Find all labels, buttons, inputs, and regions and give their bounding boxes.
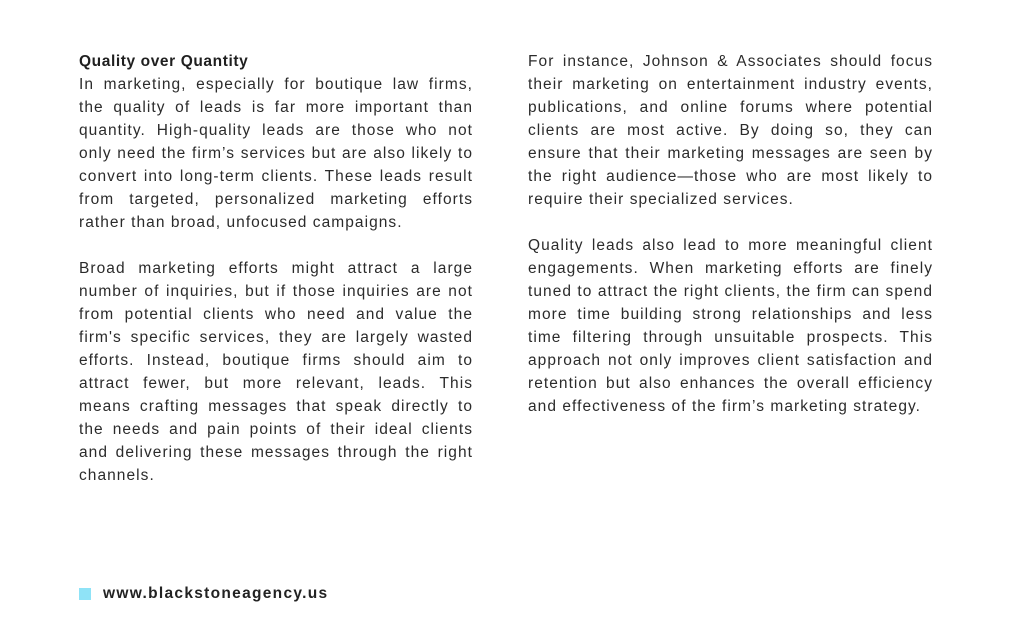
- paragraph: For instance, Johnson & Associates should focus their marketing on entertainment industry events, publications, and online forums where potential clients are most active. By doing so, they can ensure that their marketing messages are seen by the right audience—those who are most likely to require their specialized services.: [528, 53, 933, 208]
- paragraph: Broad marketing efforts might attract a large number of inquiries, but if those inquiries are not from potential clients who need and value the firm's specific services, they are largely wasted efforts. Instead, boutique firms should aim to attract fewer, but more relevant, leads. This means crafting messages that speak directly to the needs and pain points of their ideal clients and delivering these messages through the right channels.: [79, 260, 473, 484]
- paragraph: In marketing, especially for boutique law firms, the quality of leads is far more important than quantity. High-quality leads are those who not only need the firm’s services but are also likely to convert into long-term clients. These leads result from targeted, personalized marketing efforts rather than broad, unfocused campaigns.: [79, 76, 473, 231]
- footer: [79, 585, 328, 603]
- left-column: [79, 50, 473, 510]
- right-column: [528, 50, 933, 441]
- website-link[interactable]: www.blackstoneagency.us: [103, 585, 329, 602]
- accent-square-icon: [79, 588, 91, 600]
- section-heading: Quality over Quantity: [79, 53, 249, 70]
- paragraph: Quality leads also lead to more meaningful client engagements. When marketing efforts are finely tuned to attract the right clients, the firm can spend more time building strong relationships and less time filtering through unsuitable prospects. This approach not only improves client satisfaction and retention but also enhances the overall efficiency and effectiveness of the firm’s marketing strategy.: [528, 237, 933, 415]
